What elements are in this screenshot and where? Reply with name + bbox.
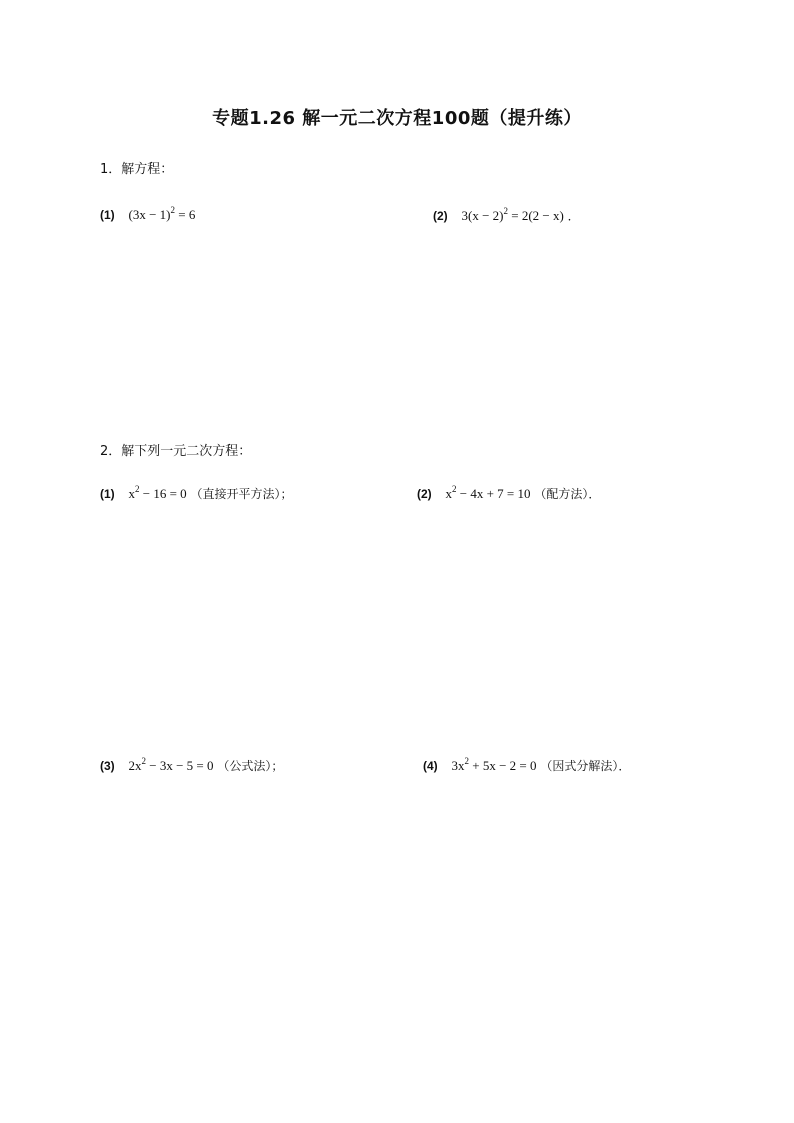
question-1-heading: 1．解方程：	[100, 162, 174, 177]
equation: $3(x - 2)^2 = 2(2 - x)$	[461, 206, 564, 223]
question-1-part-2	[433, 207, 580, 224]
equation: $3x^2 + 5x - 2 = 0$	[451, 756, 537, 773]
part-number: (2)	[433, 209, 448, 223]
part-number: (3)	[100, 759, 115, 773]
part-number: (4)	[423, 759, 438, 773]
punctuation: ．	[588, 487, 601, 501]
method-note: （因式分解法）	[540, 759, 619, 773]
page-title: 专题1.26 解一元二次方程100题（提升练）	[212, 108, 582, 129]
method-note: （配方法）	[534, 487, 589, 501]
part-number: (1)	[100, 487, 115, 501]
question-2-part-2	[417, 485, 600, 502]
question-2-part-4	[423, 757, 630, 774]
part-number: (2)	[417, 487, 432, 501]
method-note: （直接开平方法）	[190, 487, 281, 501]
part-number: (1)	[100, 208, 115, 222]
question-2-part-3	[100, 757, 283, 774]
punctuation: ．	[567, 209, 580, 223]
question-1-part-1	[100, 207, 195, 223]
equation: $x^2 - 4x + 7 = 10$	[445, 484, 531, 501]
punctuation: ；	[280, 487, 293, 501]
equation: $2x^2 - 3x - 5 = 0$	[128, 756, 214, 773]
equation: $(3x - 1)^2 = 6$	[128, 205, 196, 222]
question-2-heading: 2．解下列一元二次方程：	[100, 444, 252, 459]
equation: $x^2 - 16 = 0$	[128, 484, 187, 501]
method-note: （公式法）	[217, 759, 272, 773]
punctuation: ．	[618, 759, 631, 773]
question-2-part-1	[100, 485, 293, 502]
punctuation: ；	[271, 759, 284, 773]
